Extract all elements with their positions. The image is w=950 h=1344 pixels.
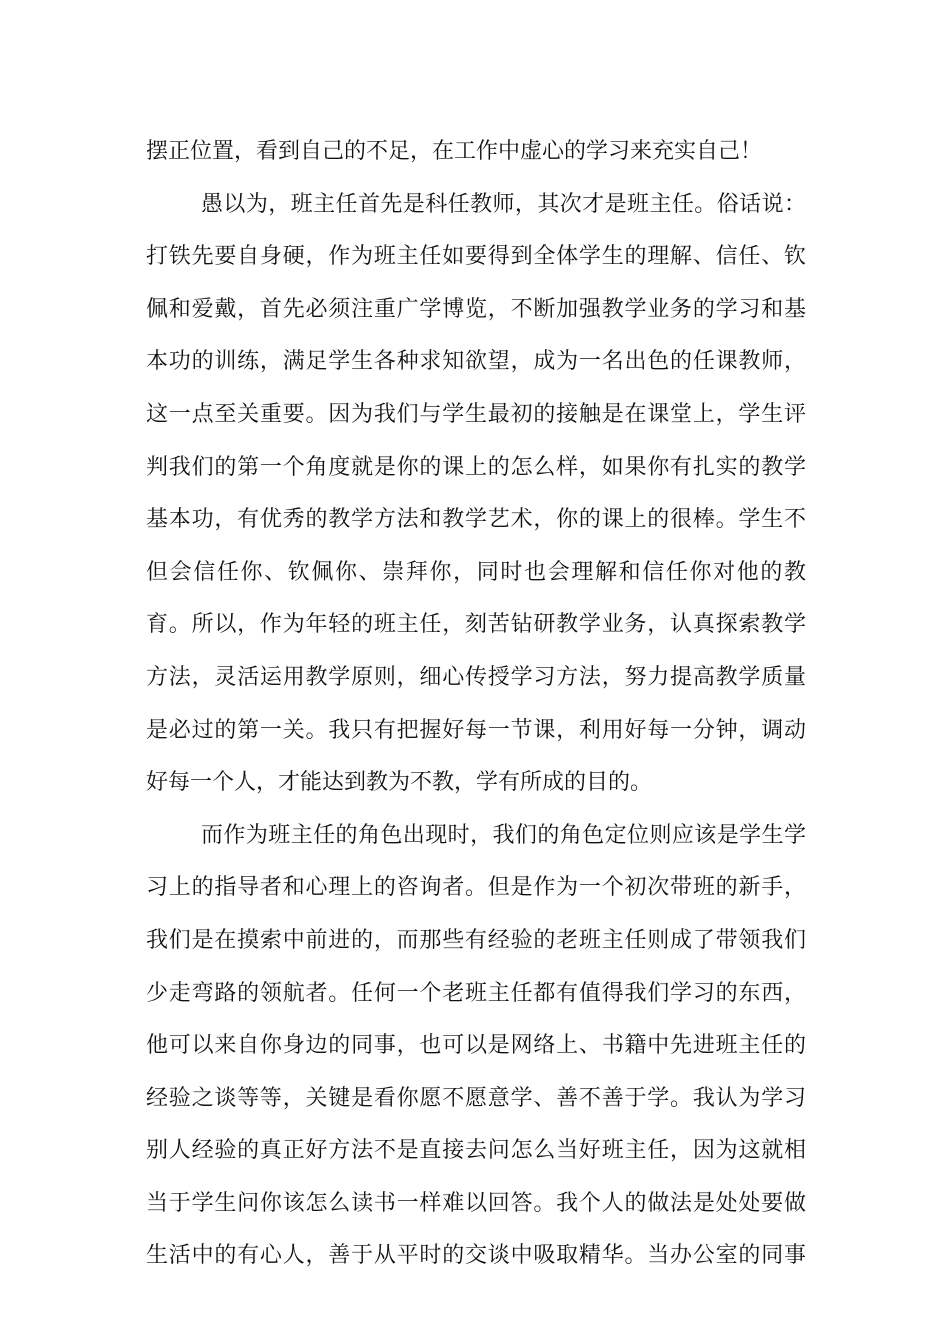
text-line: 这一点至关重要。因为我们与学生最初的接触是在课堂上，学生评 [146,401,806,427]
text-line: 愚以为，班主任首先是科任教师，其次才是班主任。俗话说： [201,191,806,217]
text-line: 我们是在摸索中前进的，而那些有经验的老班主任则成了带领我们 [146,927,806,953]
text-line: 方法，灵活运用教学原则，细心传授学习方法，努力提高教学质量 [146,664,806,690]
text-line: 育。所以，作为年轻的班主任，刻苦钻研教学业务，认真探索教学 [146,612,806,638]
body-text [146,132,806,1289]
text-line: 经验之谈等等，关键是看你愿不愿意学、善不善于学。我认为学习 [146,1085,806,1111]
text-line: 判我们的第一个角度就是你的课上的怎么样，如果你有扎实的教学 [146,454,806,480]
text-line: 本功的训练，满足学生各种求知欲望，成为一名出色的任课教师， [146,349,806,375]
text-line: 基本功，有优秀的教学方法和教学艺术，你的课上的很棒。学生不 [146,507,806,533]
text-line: 当于学生问你该怎么读书一样难以回答。我个人的做法是处处要做 [146,1190,806,1216]
text-line: 但会信任你、钦佩你、崇拜你，同时也会理解和信任你对他的教 [146,559,806,585]
text-line: 他可以来自你身边的同事，也可以是网络上、书籍中先进班主任的 [146,1033,806,1059]
text-line: 佩和爱戴，首先必须注重广学博览，不断加强教学业务的学习和基 [146,296,806,322]
text-line: 是必过的第一关。我只有把握好每一节课，利用好每一分钟，调动 [146,717,806,743]
text-line: 习上的指导者和心理上的咨询者。但是作为一个初次带班的新手， [146,875,806,901]
text-line: 好每一个人，才能达到教为不教，学有所成的目的。 [146,770,653,796]
text-line: 别人经验的真正好方法不是直接去问怎么当好班主任，因为这就相 [146,1138,806,1164]
text-line: 摆正位置，看到自己的不足，在工作中虚心的学习来充实自己！ [146,139,763,164]
text-line: 少走弯路的领航者。任何一个老班主任都有值得我们学习的东西， [146,980,806,1006]
text-line: 生活中的有心人，善于从平时的交谈中吸取精华。当办公室的同事 [146,1243,806,1269]
text-line: 打铁先要自身硬，作为班主任如要得到全体学生的理解、信任、钦 [146,244,806,270]
text-line: 而作为班主任的角色出现时，我们的角色定位则应该是学生学 [201,822,806,848]
